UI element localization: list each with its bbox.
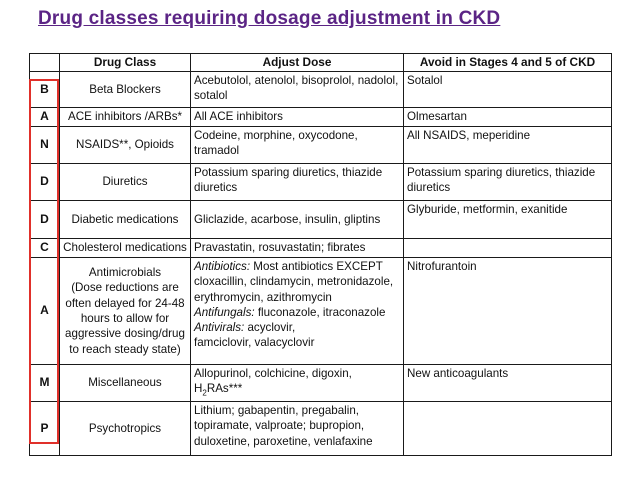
text-line: Allopurinol, colchicine, digoxin,	[194, 367, 352, 380]
text-line: erythromycin, azithromycin	[194, 290, 332, 304]
adjust-dose-cell	[191, 365, 404, 402]
adjust-dose-cell	[191, 127, 404, 164]
text-line: famciclovir, valacyclovir	[194, 336, 315, 350]
drug-class-cell: Miscellaneous	[60, 365, 191, 402]
drug-class-cell: Beta Blockers	[60, 72, 191, 108]
text-line: sotalol	[194, 89, 228, 103]
text-line: Acebutolol, atenolol, bisoprolol, nadolol,	[194, 74, 399, 87]
text-line	[194, 320, 400, 335]
avoid-cell	[404, 164, 612, 201]
drug-class-cell: ACE inhibitors /ARBs*	[60, 108, 191, 127]
text-line: Antimicrobials	[88, 266, 162, 280]
drug-class-cell: Psychotropics	[60, 402, 191, 456]
text-line: hours to allow for	[80, 312, 170, 325]
row-letter: P	[30, 402, 60, 456]
antifungals-text: fluconazole, itraconazole	[254, 305, 386, 319]
avoid-cell: Glyburide, metformin, exanitide	[404, 201, 612, 239]
text-line: All ACE inhibitors	[194, 110, 283, 123]
h2-prefix: H	[194, 382, 203, 396]
table-row	[30, 402, 612, 456]
text-line	[194, 381, 400, 399]
avoid-cell: Olmesartan	[404, 108, 612, 127]
avoid-cell	[404, 402, 612, 456]
drug-class-cell: Cholesterol medications	[60, 239, 191, 258]
avoid-cell	[404, 239, 612, 258]
text-line	[194, 259, 400, 274]
text-line: Potassium sparing diuretics, thiazide	[194, 166, 383, 179]
adjust-dose-cell	[191, 164, 404, 201]
adjust-dose-cell	[191, 72, 404, 108]
text-line: diuretics	[407, 181, 451, 195]
table-row	[30, 127, 612, 164]
text-line: to reach steady state)	[69, 342, 181, 356]
row-letter: A	[30, 108, 60, 127]
text-line: tramadol	[194, 144, 240, 158]
text-line: Lithium; gabapentin, pregabalin,	[194, 404, 360, 417]
adjust-dose-cell	[191, 201, 404, 239]
antivirals-label: Antivirals:	[194, 321, 245, 335]
table-row	[30, 258, 612, 365]
header-letter	[30, 54, 60, 72]
text-line	[194, 305, 400, 320]
table-header-row	[30, 54, 612, 72]
table-row	[30, 164, 612, 201]
text-line: (Dose reductions are	[71, 281, 179, 295]
adjust-dose-cell	[191, 108, 404, 127]
table-row	[30, 108, 612, 127]
adjust-dose-cell	[191, 239, 404, 258]
text-line: Potassium sparing diuretics, thiazide	[407, 166, 596, 179]
antifungals-label: Antifungals:	[194, 305, 255, 319]
header-adjust-dose: Adjust Dose	[191, 54, 404, 72]
row-letter: A	[30, 258, 60, 365]
text-line: topiramate, valproate; bupropion,	[194, 419, 365, 433]
avoid-cell: All NSAIDS, meperidine	[404, 127, 612, 164]
text-line: Codeine, morphine, oxycodone,	[194, 129, 358, 142]
header-avoid: Avoid in Stages 4 and 5 of CKD	[404, 54, 612, 72]
antibiotics-label: Antibiotics:	[194, 260, 251, 273]
row-letter: D	[30, 201, 60, 239]
table-row	[30, 72, 612, 108]
table-row	[30, 365, 612, 402]
h2-subscript: 2	[202, 388, 207, 398]
row-letter: B	[30, 72, 60, 108]
avoid-cell: Nitrofurantoin	[404, 258, 612, 365]
text-line: cloxacillin, clindamycin, metronidazole,	[194, 275, 394, 289]
avoid-cell: New anticoagulants	[404, 365, 612, 402]
table-row	[30, 239, 612, 258]
avoid-cell: Sotalol	[404, 72, 612, 108]
text-line: diuretics	[194, 181, 238, 195]
page-title: Drug classes requiring dosage adjustment in CKD	[38, 8, 501, 29]
row-letter: C	[30, 239, 60, 258]
antibiotics-text: Most antibiotics EXCEPT	[250, 260, 383, 273]
text-line: aggressive dosing/drug	[65, 327, 185, 341]
text-line: duloxetine, paroxetine, venlafaxine	[194, 434, 373, 448]
drug-class-cell: NSAIDS**, Opioids	[60, 127, 191, 164]
h2-suffix: RAs***	[206, 382, 243, 396]
table-row	[30, 201, 612, 239]
row-letter: D	[30, 164, 60, 201]
antivirals-text: acyclovir,	[244, 321, 296, 335]
drug-class-cell: Diabetic medications	[60, 201, 191, 239]
text-line: Pravastatin, rosuvastatin; fibrates	[194, 241, 366, 254]
row-letter: M	[30, 365, 60, 402]
row-letter: N	[30, 127, 60, 164]
drug-table	[29, 53, 612, 456]
drug-class-cell: Diuretics	[60, 164, 191, 201]
text-line: often delayed for 24-48	[65, 296, 185, 310]
text-line: Gliclazide, acarbose, insulin, gliptins	[194, 212, 381, 226]
drug-class-cell	[60, 258, 191, 365]
header-drug-class: Drug Class	[60, 54, 191, 72]
adjust-dose-cell	[191, 402, 404, 456]
adjust-dose-cell	[191, 258, 404, 365]
